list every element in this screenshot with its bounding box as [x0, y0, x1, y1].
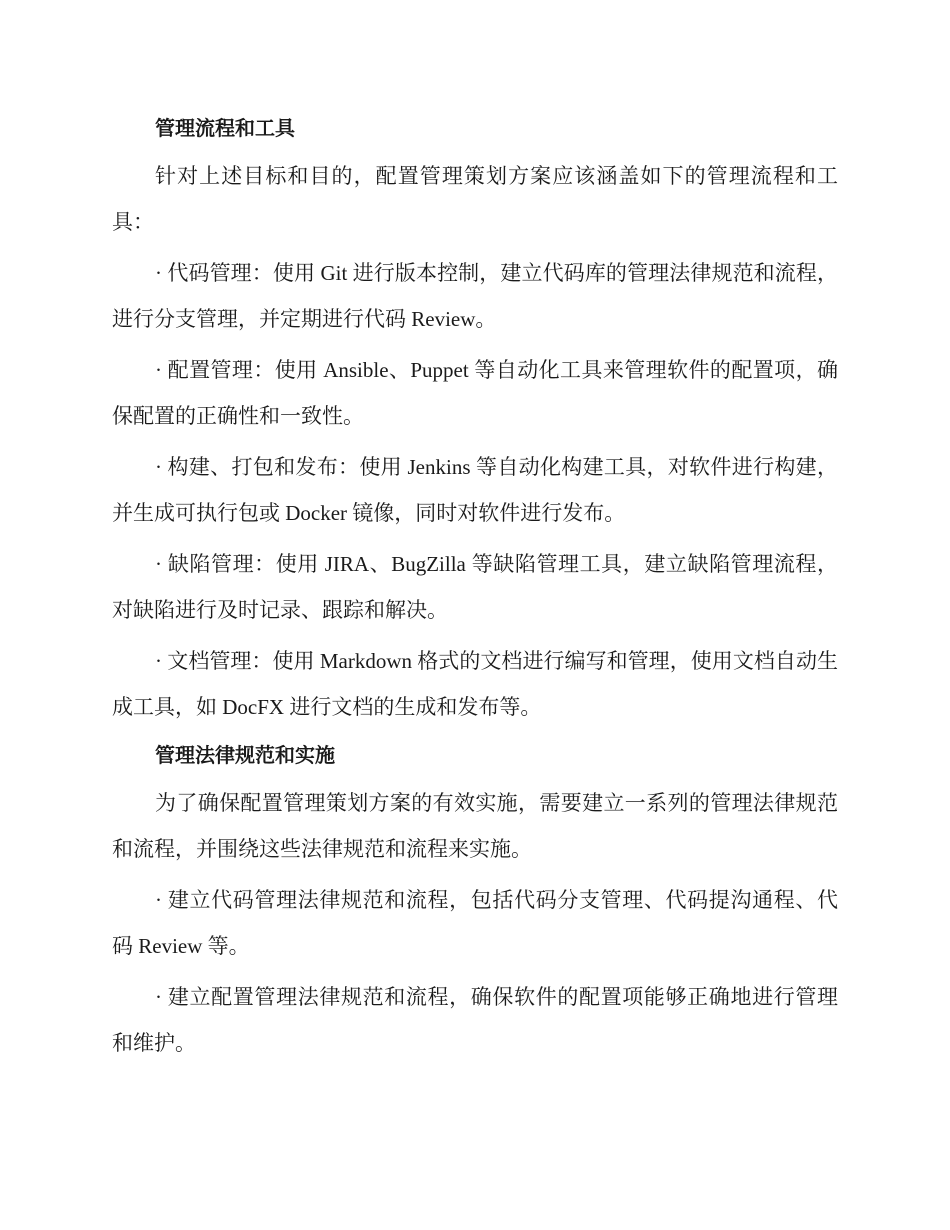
section-heading-norms-implementation: 管理法律规范和实施 [155, 743, 335, 767]
paragraph-norms-intro: 为了确保配置管理策划方案的有效实施，需要建立一系列的管理法律规范和流程，并围绕这些法律规范和流程来实施。 [112, 791, 838, 861]
section-heading-process-tools: 管理流程和工具 [155, 116, 295, 140]
bullet-config-management: · 配置管理：使用 Ansible、Puppet 等自动化工具来管理软件的配置项，确保配置的正确性和一致性。 [112, 358, 838, 428]
document-body [112, 108, 838, 1071]
bullet-doc-management: · 文档管理：使用 Markdown 格式的文档进行编写和管理，使用文档自动生成工具，如 DocFX 进行文档的生成和发布等。 [112, 649, 838, 719]
bullet-defect-management: · 缺陷管理：使用 JIRA、BugZilla 等缺陷管理工具，建立缺陷管理流程，对缺陷进行及时记录、跟踪和解决。 [112, 552, 838, 622]
bullet-code-norms: · 建立代码管理法律规范和流程，包括代码分支管理、代码提沟通程、代码 Review 等。 [112, 888, 838, 958]
bullet-code-management: · 代码管理：使用 Git 进行版本控制，建立代码库的管理法律规范和流程，进行分支管理，并定期进行代码 Review。 [112, 261, 838, 331]
paragraph-intro: 针对上述目标和目的，配置管理策划方案应该涵盖如下的管理流程和工具： [112, 164, 838, 234]
bullet-config-norms: · 建立配置管理法律规范和流程，确保软件的配置项能够正确地进行管理和维护。 [112, 985, 838, 1055]
bullet-build-release: · 构建、打包和发布：使用 Jenkins 等自动化构建工具，对软件进行构建，并生成可执行包或 Docker 镜像，同时对软件进行发布。 [112, 455, 838, 525]
